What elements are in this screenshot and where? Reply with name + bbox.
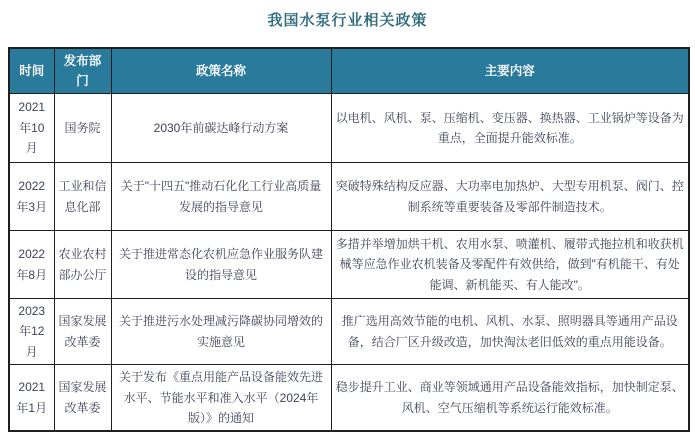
cell-policy-name: 关于推进常态化农机应急作业服务队建设的指导意见: [111, 231, 331, 299]
page-title: 我国水泵行业相关政策: [267, 12, 428, 29]
cell-time: 2023年12月: [9, 299, 54, 365]
cell-main-content: 稳步提升工业、商业等领域通用产品设备能效指标，加快制定泵、风机、空气压缩机等系统运行能效标准。: [331, 365, 689, 432]
cell-time: 2022年3月: [9, 163, 54, 231]
cell-time: 2021年10月: [9, 94, 54, 163]
cell-policy-name: 关于推进污水处理减污降碳协同增效的实施意见: [111, 299, 331, 365]
cell-dept: 农业农村部办公厅: [54, 231, 111, 299]
cell-main-content: 以电机、风机、泵、压缩机、变压器、换热器、工业锅炉等设备为重点，全面提升能效标准。: [331, 94, 689, 163]
header-dept: 发布部门: [54, 48, 111, 94]
table-row: [9, 94, 689, 163]
cell-policy-name: 关于"十四五"推动石化化工行业高质量发展的指导意见: [111, 163, 331, 231]
cell-main-content: 推广选用高效节能的电机、风机、水泵、照明器具等通用产品设备，结合厂区升级改造，加快淘汰老旧低效的重点用能设备。: [331, 299, 689, 365]
cell-policy-name: 关于发布《重点用能产品设备能效先进水平、节能水平和准入水平（2024年版）》的通知: [111, 365, 331, 432]
cell-time: 2022年8月: [9, 231, 54, 299]
header-main-content: 主要内容: [331, 48, 689, 94]
table-row: [9, 163, 689, 231]
cell-main-content: 突破特殊结构反应器、大功率电加热炉、大型专用机泵、阀门、控制系统等重要装备及零部件制造技术。: [331, 163, 689, 231]
table-row: [9, 231, 689, 299]
table-row: [9, 299, 689, 365]
cell-policy-name: 2030年前碳达峰行动方案: [111, 94, 331, 163]
cell-dept: 国家发展改革委: [54, 299, 111, 365]
table-row: [9, 365, 689, 432]
cell-main-content: 多措并举增加烘干机、农用水泵、喷灌机、履带式拖拉机和收获机械等应急作业农机装备及零配件有效供给，做到"有机能干、有处能调、新机能买、有人能改"。: [331, 231, 689, 299]
cell-dept: 工业和信息化部: [54, 163, 111, 231]
cell-time: 2021年1月: [9, 365, 54, 432]
table-header-row: [9, 48, 689, 94]
cell-dept: 国务院: [54, 94, 111, 163]
cell-dept: 国家发展改革委: [54, 365, 111, 432]
header-time: 时间: [9, 48, 54, 94]
header-policy-name: 政策名称: [111, 48, 331, 94]
policy-table: [8, 47, 690, 432]
